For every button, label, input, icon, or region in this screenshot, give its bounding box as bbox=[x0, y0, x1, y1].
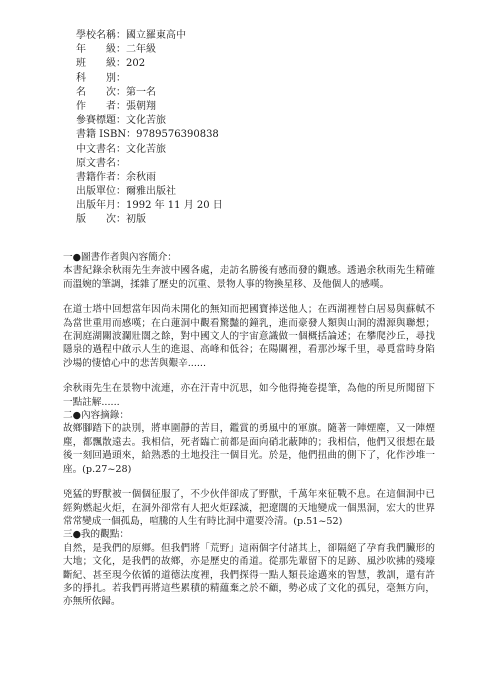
metadata-label: 作 者： bbox=[76, 100, 126, 112]
metadata-value: 張朝翔 bbox=[126, 100, 156, 112]
metadata-label: 出版單位： bbox=[76, 186, 126, 198]
essay-body bbox=[63, 251, 435, 609]
metadata-value: 初版 bbox=[126, 214, 146, 226]
metadata-row bbox=[76, 143, 436, 157]
book-metadata bbox=[76, 29, 436, 228]
metadata-label: 參賽標題： bbox=[76, 115, 126, 127]
metadata-row bbox=[76, 157, 436, 171]
metadata-label: 出版年月： bbox=[76, 200, 126, 212]
metadata-value: 文化苦旅 bbox=[126, 115, 166, 127]
metadata-label: 原文書名： bbox=[76, 157, 126, 169]
paragraph: 余秋雨先生在景物中流連，亦在汗青中沉思，如今他得掩卷提筆，為他的所見所聞留下一點註解...... bbox=[63, 383, 435, 408]
metadata-row bbox=[76, 43, 436, 57]
metadata-value: 爾雅出版社 bbox=[126, 186, 176, 198]
metadata-label: 班 級： bbox=[76, 58, 126, 70]
section-heading-intro: 一●圖書作者與內容簡介： bbox=[63, 252, 177, 263]
section-heading-excerpt: 二●內容摘錄： bbox=[63, 410, 129, 422]
metadata-row bbox=[76, 128, 436, 142]
metadata-label: 年 級： bbox=[76, 44, 126, 56]
metadata-row bbox=[76, 57, 436, 71]
metadata-row bbox=[76, 100, 436, 114]
metadata-value: 第一名 bbox=[126, 86, 156, 98]
metadata-label: 書籍 ISBN： bbox=[76, 129, 137, 141]
metadata-label: 中文書名： bbox=[76, 143, 126, 155]
metadata-value: 國立羅東高中 bbox=[126, 30, 186, 41]
metadata-value: 二年級 bbox=[126, 44, 156, 56]
metadata-value: 文化苦旅 bbox=[126, 143, 166, 155]
metadata-value: 202 bbox=[126, 58, 146, 70]
paragraph: 自然，是我們的原鄉。但我們將「荒野」這兩個字付諸其上，卻隔絕了孕育我們臟形的大地；文化，是我們的故鄉，亦是歷史的甬道。從那先輩留下的足跡、風沙吹拂的殘壕斷紀、甚至現今依循的道德法度裡，我們探得一點人類長途邁來的智慧，教訓，還有許多的掙扎。若我們再將這些累積的精蘊棄之於不顧，勢必成了文化的孤兒，毫無方向，亦無所依歸。 bbox=[63, 542, 435, 608]
metadata-row bbox=[76, 199, 436, 213]
metadata-row bbox=[76, 213, 436, 227]
metadata-row bbox=[76, 86, 436, 100]
metadata-row bbox=[76, 171, 436, 185]
section-heading-opinion: 三●我的觀點： bbox=[63, 529, 129, 541]
metadata-row bbox=[76, 185, 436, 199]
metadata-value: 9789576390838 bbox=[136, 129, 219, 141]
paragraph: 在道士塔中回想當年因尚未開化的無知而把國寶捧送他人；在西湖裡替白居易與蘇軾不為當世重用而感嘆；在白蓮洞中觀看驚豔的鐘乳，進而豪發人類與山洞的淵源與聯想；在洞庭湖關波瀾壯闊之餘，對中國文人的宇宙意識做一個概括論述；在攀爬沙丘，尋找隱泉的過程中啟示人生的進退、高峰和低谷；在陽關裡，看那沙塚千里，尋覓當時身陷沙場的悽愴心中的悲苦與艱辛...... bbox=[63, 304, 435, 369]
metadata-label: 學校名稱： bbox=[76, 30, 126, 41]
metadata-label: 科 別： bbox=[76, 72, 126, 84]
paragraph: 本書紀錄余秋雨先生奔波中國各處，走訪名勝後有感而發的觀感。透過余秋雨先生精確而溫婉的筆調，揉雜了歷史的沉重、景物人事的物換星移、及他個人的感嘆。 bbox=[63, 265, 435, 290]
metadata-value: 余秋雨 bbox=[126, 171, 156, 183]
metadata-label: 書籍作者： bbox=[76, 171, 126, 183]
metadata-row bbox=[76, 114, 436, 128]
paragraph: 兇猛的野獸被一個個征服了，不少伙伴卻成了野獸，千萬年來征戰不息。在這個洞中已經夠燃起火炬，在洞外卻常有人把火炬踩滅，把遼闊的天地變成一個黑洞，宏大的世界常常變成一個孤島，喧騰的人生有時比洞中還要冷清。(p.51~52) bbox=[63, 489, 435, 527]
metadata-label: 版 次： bbox=[76, 214, 126, 226]
metadata-row bbox=[76, 29, 436, 43]
metadata-label: 名 次： bbox=[76, 86, 126, 98]
metadata-value: 1992 年 11 月 20 日 bbox=[126, 200, 223, 212]
metadata-row bbox=[76, 72, 436, 86]
paragraph: 故鄉腳踏下的訣別，將車圍靜的苦目，鑑賞的勇風中的軍旗。隨著一陣煙塵，又一陣煙塵，都飄散遠去。我相信，死者臨亡前都是面向硝北蔽陣的；我相信，他們又很想在最後一刻回過頭來，給熟悉的土地投注一個目光。於是，他們扭曲的側下了，化作沙堆一座。(p.27~28) bbox=[63, 423, 435, 475]
